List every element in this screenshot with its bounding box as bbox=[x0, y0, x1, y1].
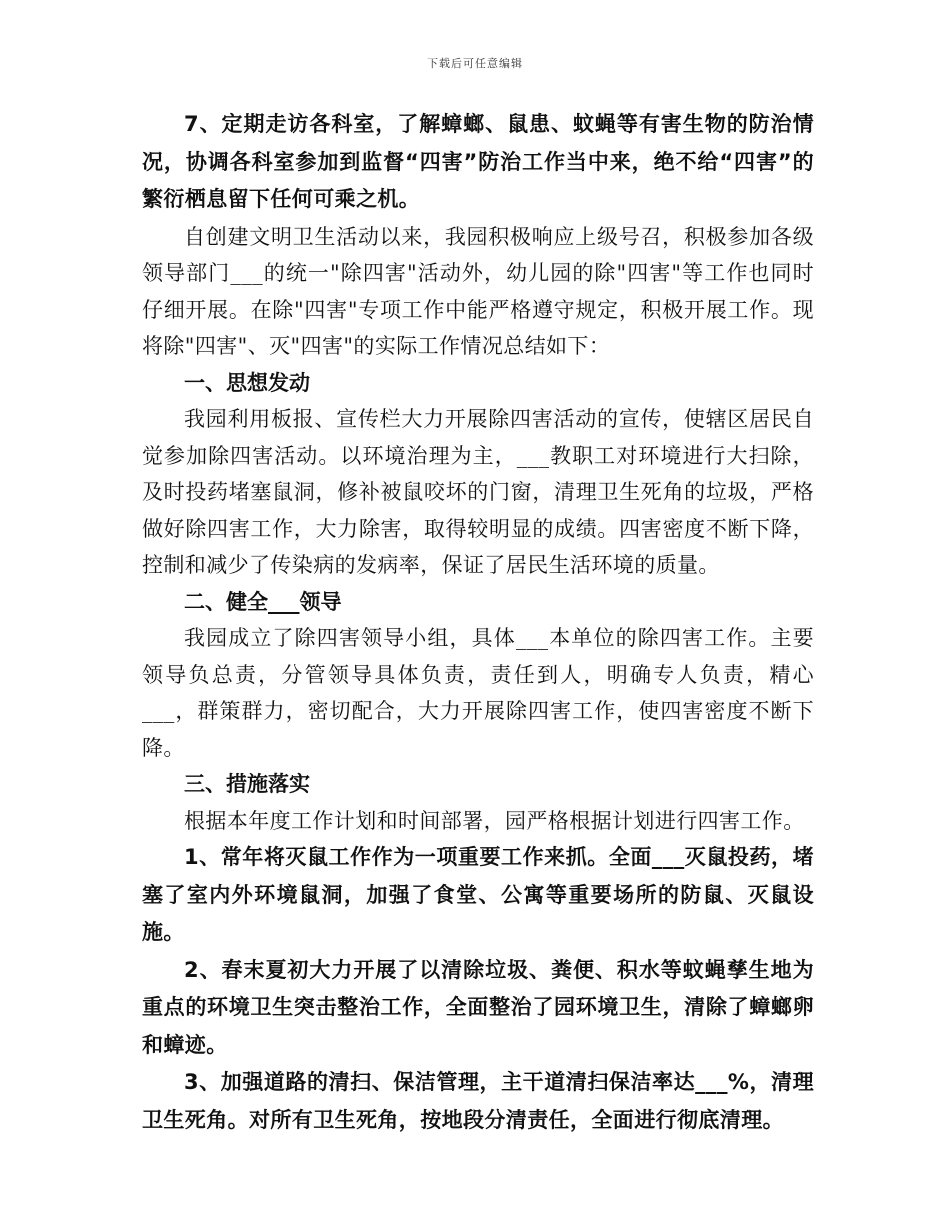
paragraph-section-3-intro: 根据本年度工作计划和时间部署，园严格根据计划进行四害工作。 bbox=[184, 808, 805, 833]
paragraph-measure-1: 1、常年将灭鼠工作作为一项重要工作来抓。全面___灭鼠投药，堵塞了室内外环境鼠洞，加强了食堂、公寓等重要场所的防鼠、灭鼠设施。 bbox=[142, 845, 814, 944]
paragraph-section-2: 我园成立了除四害领导小组，具体___本单位的除四害工作。主要领导负总责，分管领导具体负责，责任到人，明确专人负责，精心___，群策群力，密切配合，大力开展除四害工作，使四害密度不断下降。 bbox=[142, 626, 814, 760]
page-header: 下载后可任意编辑 bbox=[427, 57, 523, 70]
paragraph-measure-2: 2、春末夏初大力开展了以清除垃圾、粪便、积水等蚊蝇孳生地为重点的环境卫生突击整治工作，全面整治了园环境卫生，清除了蟑螂卵和蟑迹。 bbox=[142, 957, 814, 1057]
paragraph-item-7: 7、定期走访各科室，了解蟑螂、鼠患、蚊蝇等有害生物的防治情况，协调各科室参加到监督“四害”防治工作当中来，绝不给“四害”的繁衍栖息留下任何可乘之机。 bbox=[142, 112, 814, 211]
paragraph-intro: 自创建文明卫生活动以来，我园积极响应上级号召，积极参加各级领导部门___的统一"除四害"活动外，幼儿园的除"四害"等工作也同时仔细开展。在除"四害"专项工作中能严格遵守规定，积极开展工作。现将除"四害"、灭"四害"的实际工作情况总结如下： bbox=[142, 224, 814, 358]
paragraph-section-1: 我园利用板报、宣传栏大力开展除四害活动的宣传，使辖区居民自觉参加除四害活动。以环境治理为主，___教职工对环境进行大扫除，及时投药堵塞鼠洞，修补被鼠咬坏的门窗，清理卫生死角的垃圾，严格做好除四害工作，大力除害，取得较明显的成绩。四害密度不断下降，控制和减少了传染病的发病率，保证了居民生活环境的质量。 bbox=[142, 407, 814, 577]
paragraph-measure-3: 3、加强道路的清扫、保洁管理，主干道清扫保洁率达___%，清理卫生死角。对所有卫生死角，按地段分清责任，全面进行彻底清理。 bbox=[142, 1070, 814, 1132]
document-body bbox=[142, 106, 814, 1139]
section-heading-3: 三、措施落实 bbox=[184, 772, 310, 796]
section-heading-2: 二、健全___领导 bbox=[184, 589, 342, 614]
section-heading-1: 一、思想发动 bbox=[184, 370, 310, 395]
